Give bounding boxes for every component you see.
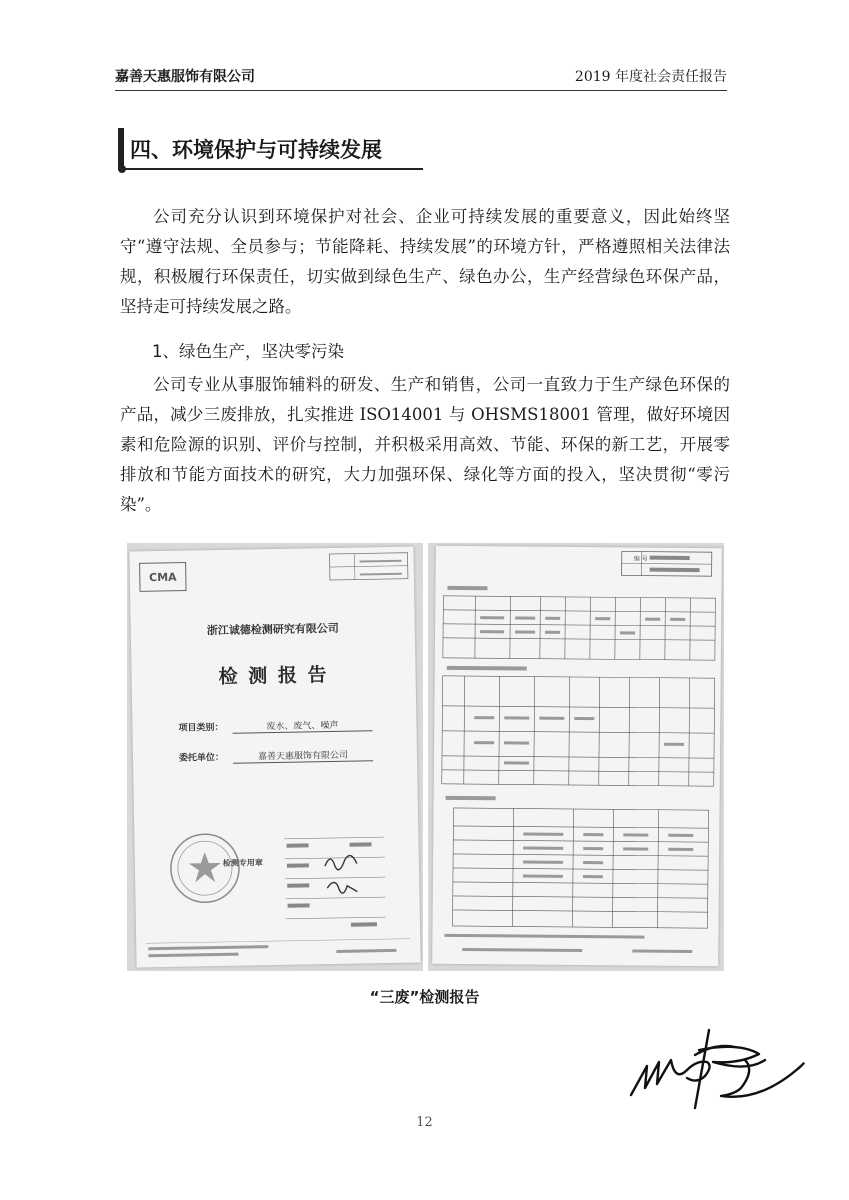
page-number: 12 [416,1115,433,1130]
paragraph-environment-policy: 公司充分认识到环境保护对社会、企业可持续发展的重要意义，因此始终坚守“遵守法规、全员参与；节能降耗、持续发展”的环境方针，严格遵照相关法律法规，积极履行环保责任，切实做到绿色生产、绿色办公，生产经营绿色环保产品，坚持走可持续发展之路。 [120,207,730,316]
photo-report-data-page [428,543,724,971]
report-title: 2019 年度社会责任报告 [574,69,727,85]
section-heading [118,128,438,172]
heading-dot [118,165,126,173]
photo-caption: “三废”检测报告 [369,988,480,1006]
project-label: 项目类别： [178,722,224,734]
section-title: 四、环境保护与可持续发展 [130,138,382,162]
report-number-label: 编 号 [633,555,648,563]
report-data-graphic [432,546,722,966]
page-header [115,58,727,91]
company-name: 嘉善天惠服饰有限公司 [115,69,255,85]
subheading-green-production: 1、绿色生产，坚决零污染 [152,342,344,361]
report-cover-footer-graphic [129,547,420,968]
report-cover-sheet [129,547,420,968]
project-value: 废水、废气、噪声 [232,717,372,733]
handwritten-signature [625,1020,830,1130]
report-data-sheet [432,546,722,966]
photo-report-cover [127,543,423,971]
stamp-label: 检测专用章 [222,857,263,868]
paragraph-green-production: 公司专业从事服饰辅料的研发、生产和销售，公司一直致力于生产绿色环保的产品，减少三废排放，扎实推进 ISO14001 与 OHSMS18001 管理，做好环境因素和危险源的识别、评价与控制，并积极采用高效、节能、环保的新工艺，开展零排放和节能方面技术的研究，大力加强环保、绿化等方面的投入，坚决贯彻“零污染”。 [120,375,730,514]
report-heading: 检 测 报 告 [218,664,329,688]
heading-bar [118,128,124,168]
client-label: 委托单位： [178,752,225,764]
institute-name: 浙江诚德检测研究有限公司 [206,621,339,638]
cma-logo: CMA [148,570,177,585]
heading-underline [118,168,423,170]
client-value: 嘉善天惠服饰有限公司 [233,747,373,763]
